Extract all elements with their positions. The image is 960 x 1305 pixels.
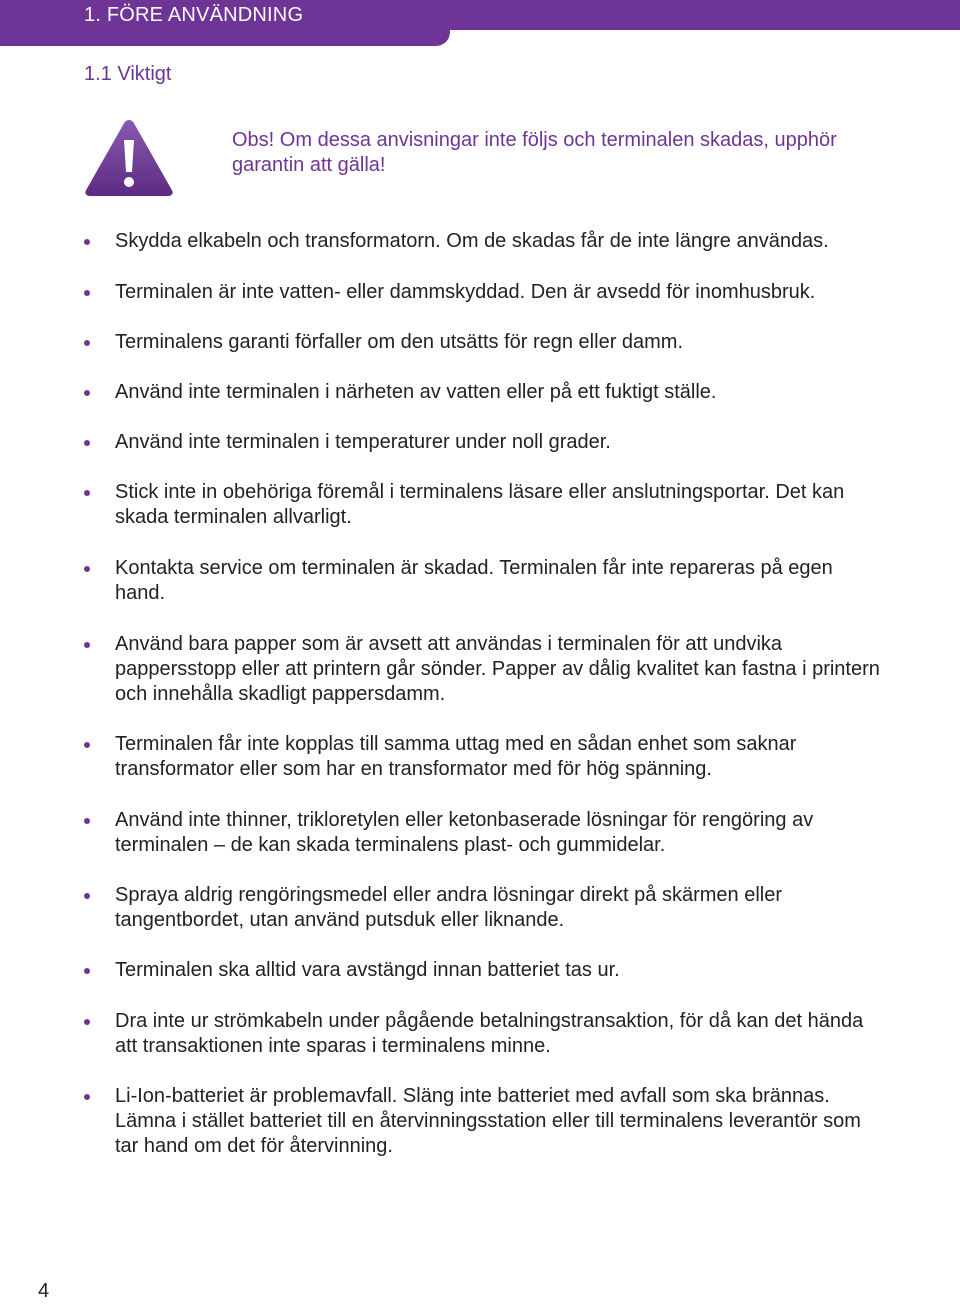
list-item-text: Terminalen ska alltid vara avstängd innan batteriet tas ur. (115, 959, 620, 981)
bullet-dot-icon (84, 390, 90, 396)
list-item-text: Spraya aldrig rengöringsmedel eller andra lösningar direkt på skärmen eller tangentbordet, utan använd putsduk eller liknande. (115, 884, 783, 931)
list-item-text: Använd inte thinner, trikloretylen eller ketonbaserade lösningar för rengöring av terminalen – de kan skada terminalens plast- och gummidelar. (115, 809, 814, 856)
list-item-text: Terminalen får inte kopplas till samma uttag med en sådan enhet som saknar transformator eller som har en transformator med för hög spänning. (115, 733, 797, 780)
bullet-dot-icon (84, 818, 90, 824)
list-item-text: Använd bara papper som är avsett att användas i terminalen för att undvika pappersstopp eller att printern går sönder. Papper av dålig kvalitet kan fastna i printern och innehålla skadligt pappersdamm. (115, 633, 880, 705)
chapter-title: 1. FÖRE ANVÄNDNING (84, 4, 304, 26)
bullet-dot-icon (84, 490, 90, 496)
bullet-dot-icon (84, 566, 90, 572)
page-number: 4 (38, 1280, 50, 1302)
bullet-dot-icon (84, 742, 90, 748)
list-item-text: Använd inte terminalen i närheten av vatten eller på ett fuktigt ställe. (115, 381, 717, 403)
bullet-dot-icon (84, 893, 90, 899)
bullet-dot-icon (84, 440, 90, 446)
list-item-text: Terminalens garanti förfaller om den utsätts för regn eller damm. (115, 331, 684, 353)
list-item-text: Skydda elkabeln och transformatorn. Om de skadas får de inte längre användas. (115, 230, 829, 252)
bullet-dot-icon (84, 642, 90, 648)
list-item-text: Kontakta service om terminalen är skadad. Terminalen får inte repareras på egen hand. (115, 557, 833, 604)
warning-triangle-icon (82, 116, 176, 200)
list-item-text: Använd inte terminalen i temperaturer under noll grader. (115, 431, 611, 453)
list-item-text: Stick inte in obehöriga föremål i terminalens läsare eller anslutningsportar. Det kan skada terminalen allvarligt. (115, 481, 845, 528)
header-bar (0, 0, 450, 46)
section-title: 1.1 Viktigt (84, 63, 172, 85)
list-item-text: Terminalen är inte vatten- eller dammskyddad. Den är avsedd för inomhusbruk. (115, 281, 816, 303)
bullet-dot-icon (84, 1019, 90, 1025)
bullet-dot-icon (84, 968, 90, 974)
list-item-text: Li-Ion-batteriet är problemavfall. Släng inte batteriet med avfall som ska brännas. Lämna i stället batteriet till en återvinningsstation eller till terminalens leverantör som tar hand om det för återvinning. (115, 1085, 861, 1157)
list-item-text: Dra inte ur strömkabeln under pågående betalningstransaktion, för då kan det hända att transaktionen inte sparas i terminalens minne. (115, 1010, 864, 1057)
bullet-dot-icon (84, 1094, 90, 1100)
warning-text: Obs! Om dessa anvisningar inte följs och terminalen skadas, upphör garantin att gälla! (232, 129, 837, 176)
bullet-dot-icon (84, 239, 90, 245)
bullet-dot-icon (84, 340, 90, 346)
bullet-dot-icon (84, 290, 90, 296)
